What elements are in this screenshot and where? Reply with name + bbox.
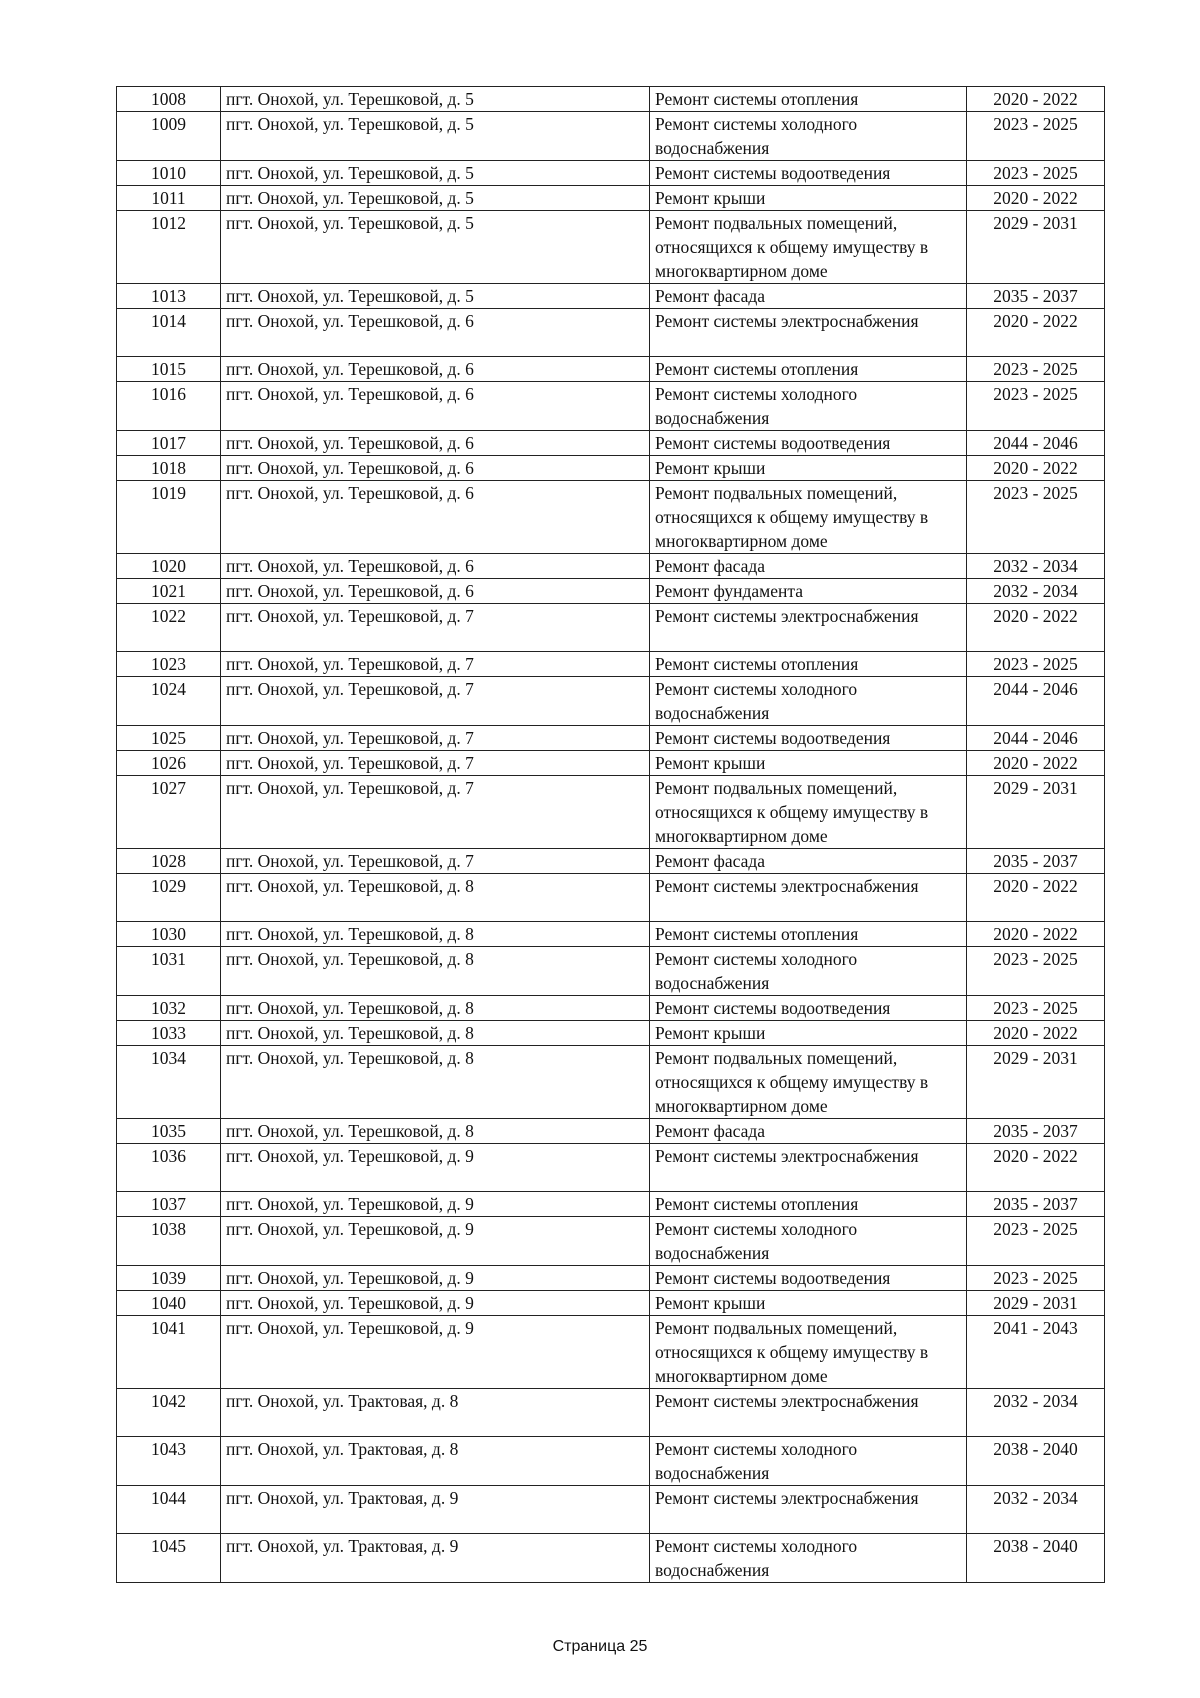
table-row: [117, 1389, 1105, 1437]
table-row: [117, 996, 1105, 1021]
table-row: [117, 1217, 1105, 1266]
work-type-cell: Ремонт подвальных помещений, относящихся к общему имуществу в многоквартирном доме: [650, 1046, 967, 1119]
work-type-cell: Ремонт системы водоотведения: [650, 431, 967, 456]
address-cell: пгт. Онохой, ул. Терешковой, д. 5: [221, 284, 650, 309]
table-row: [117, 309, 1105, 357]
period-cell: 2023 - 2025: [967, 652, 1105, 677]
period-cell: 2023 - 2025: [967, 1217, 1105, 1266]
table-row: [117, 431, 1105, 456]
table-row: [117, 382, 1105, 431]
row-number: 1017: [117, 431, 221, 456]
address-cell: пгт. Онохой, ул. Терешковой, д. 7: [221, 849, 650, 874]
row-number: 1015: [117, 357, 221, 382]
address-cell: пгт. Онохой, ул. Терешковой, д. 7: [221, 677, 650, 726]
row-number: 1031: [117, 947, 221, 996]
row-number: 1028: [117, 849, 221, 874]
table-row: [117, 751, 1105, 776]
table-row: [117, 554, 1105, 579]
work-type-cell: Ремонт подвальных помещений, относящихся к общему имуществу в многоквартирном доме: [650, 481, 967, 554]
work-type-cell: Ремонт системы холодного водоснабжения: [650, 1534, 967, 1583]
row-number: 1022: [117, 604, 221, 652]
work-type-cell: Ремонт системы электроснабжения: [650, 604, 967, 652]
table-row: [117, 922, 1105, 947]
table-row: [117, 947, 1105, 996]
work-type-cell: Ремонт системы отопления: [650, 922, 967, 947]
row-number: 1030: [117, 922, 221, 947]
row-number: 1010: [117, 161, 221, 186]
address-cell: пгт. Онохой, ул. Терешковой, д. 8: [221, 874, 650, 922]
row-number: 1023: [117, 652, 221, 677]
row-number: 1032: [117, 996, 221, 1021]
period-cell: 2029 - 2031: [967, 211, 1105, 284]
work-type-cell: Ремонт системы электроснабжения: [650, 1389, 967, 1437]
table-row: [117, 1486, 1105, 1534]
address-cell: пгт. Онохой, ул. Терешковой, д. 8: [221, 996, 650, 1021]
table-row: [117, 1144, 1105, 1192]
work-type-cell: Ремонт фундамента: [650, 579, 967, 604]
work-type-cell: Ремонт системы холодного водоснабжения: [650, 112, 967, 161]
work-type-cell: Ремонт системы отопления: [650, 357, 967, 382]
work-type-cell: Ремонт фасада: [650, 554, 967, 579]
period-cell: 2023 - 2025: [967, 1266, 1105, 1291]
period-cell: 2044 - 2046: [967, 726, 1105, 751]
table-row: [117, 161, 1105, 186]
work-type-cell: Ремонт крыши: [650, 1021, 967, 1046]
row-number: 1045: [117, 1534, 221, 1583]
address-cell: пгт. Онохой, ул. Трактовая, д. 8: [221, 1437, 650, 1486]
period-cell: 2044 - 2046: [967, 677, 1105, 726]
address-cell: пгт. Онохой, ул. Терешковой, д. 9: [221, 1192, 650, 1217]
row-number: 1027: [117, 776, 221, 849]
work-type-cell: Ремонт системы электроснабжения: [650, 874, 967, 922]
work-type-cell: Ремонт крыши: [650, 186, 967, 211]
table-row: [117, 1437, 1105, 1486]
work-type-cell: Ремонт системы водоотведения: [650, 161, 967, 186]
work-type-cell: Ремонт крыши: [650, 1291, 967, 1316]
address-cell: пгт. Онохой, ул. Терешковой, д. 6: [221, 309, 650, 357]
address-cell: пгт. Онохой, ул. Терешковой, д. 7: [221, 726, 650, 751]
table-row: [117, 874, 1105, 922]
table-row: [117, 1291, 1105, 1316]
address-cell: пгт. Онохой, ул. Терешковой, д. 5: [221, 186, 650, 211]
address-cell: пгт. Онохой, ул. Терешковой, д. 9: [221, 1217, 650, 1266]
address-cell: пгт. Онохой, ул. Терешковой, д. 9: [221, 1316, 650, 1389]
table-row: [117, 357, 1105, 382]
row-number: 1040: [117, 1291, 221, 1316]
address-cell: пгт. Онохой, ул. Терешковой, д. 7: [221, 604, 650, 652]
address-cell: пгт. Онохой, ул. Терешковой, д. 6: [221, 456, 650, 481]
work-type-cell: Ремонт системы отопления: [650, 1192, 967, 1217]
table-row: [117, 1316, 1105, 1389]
table-row: [117, 579, 1105, 604]
address-cell: пгт. Онохой, ул. Терешковой, д. 8: [221, 1046, 650, 1119]
period-cell: 2023 - 2025: [967, 112, 1105, 161]
row-number: 1041: [117, 1316, 221, 1389]
work-type-cell: Ремонт системы отопления: [650, 87, 967, 112]
table-row: [117, 211, 1105, 284]
work-type-cell: Ремонт подвальных помещений, относящихся к общему имуществу в многоквартирном доме: [650, 1316, 967, 1389]
address-cell: пгт. Онохой, ул. Терешковой, д. 8: [221, 922, 650, 947]
address-cell: пгт. Онохой, ул. Терешковой, д. 7: [221, 751, 650, 776]
row-number: 1038: [117, 1217, 221, 1266]
row-number: 1018: [117, 456, 221, 481]
row-number: 1039: [117, 1266, 221, 1291]
address-cell: пгт. Онохой, ул. Терешковой, д. 7: [221, 776, 650, 849]
table-row: [117, 284, 1105, 309]
work-type-cell: Ремонт подвальных помещений, относящихся к общему имуществу в многоквартирном доме: [650, 211, 967, 284]
row-number: 1009: [117, 112, 221, 161]
table-row: [117, 1046, 1105, 1119]
table-row: [117, 604, 1105, 652]
period-cell: 2023 - 2025: [967, 161, 1105, 186]
row-number: 1012: [117, 211, 221, 284]
period-cell: 2020 - 2022: [967, 87, 1105, 112]
table-row: [117, 726, 1105, 751]
repair-schedule-table: [116, 86, 1105, 1583]
work-type-cell: Ремонт системы водоотведения: [650, 726, 967, 751]
work-type-cell: Ремонт крыши: [650, 456, 967, 481]
address-cell: пгт. Онохой, ул. Терешковой, д. 9: [221, 1144, 650, 1192]
table-row: [117, 849, 1105, 874]
table-row: [117, 1266, 1105, 1291]
period-cell: 2032 - 2034: [967, 579, 1105, 604]
table-row: [117, 186, 1105, 211]
period-cell: 2035 - 2037: [967, 1119, 1105, 1144]
work-type-cell: Ремонт системы холодного водоснабжения: [650, 677, 967, 726]
work-type-cell: Ремонт системы холодного водоснабжения: [650, 1437, 967, 1486]
table-row: [117, 1119, 1105, 1144]
address-cell: пгт. Онохой, ул. Терешковой, д. 5: [221, 112, 650, 161]
address-cell: пгт. Онохой, ул. Терешковой, д. 8: [221, 1119, 650, 1144]
row-number: 1044: [117, 1486, 221, 1534]
work-type-cell: Ремонт подвальных помещений, относящихся к общему имуществу в многоквартирном доме: [650, 776, 967, 849]
address-cell: пгт. Онохой, ул. Терешковой, д. 5: [221, 161, 650, 186]
address-cell: пгт. Онохой, ул. Терешковой, д. 5: [221, 87, 650, 112]
work-type-cell: Ремонт системы электроснабжения: [650, 309, 967, 357]
period-cell: 2020 - 2022: [967, 186, 1105, 211]
table-row: [117, 1021, 1105, 1046]
period-cell: 2023 - 2025: [967, 947, 1105, 996]
work-type-cell: Ремонт фасада: [650, 284, 967, 309]
table-row: [117, 776, 1105, 849]
address-cell: пгт. Онохой, ул. Терешковой, д. 6: [221, 382, 650, 431]
period-cell: 2038 - 2040: [967, 1437, 1105, 1486]
work-type-cell: Ремонт системы холодного водоснабжения: [650, 1217, 967, 1266]
address-cell: пгт. Онохой, ул. Терешковой, д. 9: [221, 1266, 650, 1291]
row-number: 1037: [117, 1192, 221, 1217]
work-type-cell: Ремонт системы отопления: [650, 652, 967, 677]
row-number: 1013: [117, 284, 221, 309]
table-row: [117, 112, 1105, 161]
work-type-cell: Ремонт системы холодного водоснабжения: [650, 947, 967, 996]
period-cell: 2029 - 2031: [967, 1046, 1105, 1119]
period-cell: 2020 - 2022: [967, 456, 1105, 481]
row-number: 1025: [117, 726, 221, 751]
row-number: 1020: [117, 554, 221, 579]
page-number: Страница 25: [552, 1638, 648, 1655]
work-type-cell: Ремонт системы холодного водоснабжения: [650, 382, 967, 431]
table-row: [117, 1534, 1105, 1583]
period-cell: 2023 - 2025: [967, 996, 1105, 1021]
work-type-cell: Ремонт системы водоотведения: [650, 1266, 967, 1291]
table-row: [117, 456, 1105, 481]
period-cell: 2038 - 2040: [967, 1534, 1105, 1583]
period-cell: 2020 - 2022: [967, 604, 1105, 652]
period-cell: 2032 - 2034: [967, 554, 1105, 579]
period-cell: 2029 - 2031: [967, 776, 1105, 849]
row-number: 1036: [117, 1144, 221, 1192]
address-cell: пгт. Онохой, ул. Терешковой, д. 5: [221, 211, 650, 284]
row-number: 1016: [117, 382, 221, 431]
row-number: 1043: [117, 1437, 221, 1486]
work-type-cell: Ремонт фасада: [650, 1119, 967, 1144]
address-cell: пгт. Онохой, ул. Терешковой, д. 6: [221, 554, 650, 579]
row-number: 1008: [117, 87, 221, 112]
period-cell: 2029 - 2031: [967, 1291, 1105, 1316]
table-row: [117, 481, 1105, 554]
address-cell: пгт. Онохой, ул. Терешковой, д. 6: [221, 431, 650, 456]
row-number: 1011: [117, 186, 221, 211]
work-type-cell: Ремонт крыши: [650, 751, 967, 776]
address-cell: пгт. Онохой, ул. Терешковой, д. 9: [221, 1291, 650, 1316]
address-cell: пгт. Онохой, ул. Трактовая, д. 9: [221, 1534, 650, 1583]
address-cell: пгт. Онохой, ул. Терешковой, д. 6: [221, 579, 650, 604]
period-cell: 2044 - 2046: [967, 431, 1105, 456]
period-cell: 2023 - 2025: [967, 357, 1105, 382]
address-cell: пгт. Онохой, ул. Терешковой, д. 7: [221, 652, 650, 677]
row-number: 1033: [117, 1021, 221, 1046]
row-number: 1034: [117, 1046, 221, 1119]
period-cell: 2020 - 2022: [967, 751, 1105, 776]
table-body: [117, 87, 1105, 1583]
address-cell: пгт. Онохой, ул. Трактовая, д. 8: [221, 1389, 650, 1437]
work-type-cell: Ремонт системы электроснабжения: [650, 1486, 967, 1534]
row-number: 1026: [117, 751, 221, 776]
table-row: [117, 1192, 1105, 1217]
address-cell: пгт. Онохой, ул. Терешковой, д. 8: [221, 1021, 650, 1046]
period-cell: 2032 - 2034: [967, 1389, 1105, 1437]
address-cell: пгт. Онохой, ул. Трактовая, д. 9: [221, 1486, 650, 1534]
period-cell: 2032 - 2034: [967, 1486, 1105, 1534]
address-cell: пгт. Онохой, ул. Терешковой, д. 6: [221, 357, 650, 382]
period-cell: 2020 - 2022: [967, 309, 1105, 357]
table-row: [117, 677, 1105, 726]
period-cell: 2041 - 2043: [967, 1316, 1105, 1389]
row-number: 1042: [117, 1389, 221, 1437]
period-cell: 2035 - 2037: [967, 849, 1105, 874]
row-number: 1021: [117, 579, 221, 604]
address-cell: пгт. Онохой, ул. Терешковой, д. 8: [221, 947, 650, 996]
row-number: 1024: [117, 677, 221, 726]
row-number: 1029: [117, 874, 221, 922]
period-cell: 2035 - 2037: [967, 284, 1105, 309]
row-number: 1035: [117, 1119, 221, 1144]
work-type-cell: Ремонт системы водоотведения: [650, 996, 967, 1021]
work-type-cell: Ремонт системы электроснабжения: [650, 1144, 967, 1192]
period-cell: 2020 - 2022: [967, 922, 1105, 947]
table-row: [117, 652, 1105, 677]
table-row: [117, 87, 1105, 112]
period-cell: 2020 - 2022: [967, 874, 1105, 922]
address-cell: пгт. Онохой, ул. Терешковой, д. 6: [221, 481, 650, 554]
period-cell: 2020 - 2022: [967, 1021, 1105, 1046]
period-cell: 2035 - 2037: [967, 1192, 1105, 1217]
period-cell: 2020 - 2022: [967, 1144, 1105, 1192]
row-number: 1014: [117, 309, 221, 357]
period-cell: 2023 - 2025: [967, 382, 1105, 431]
work-type-cell: Ремонт фасада: [650, 849, 967, 874]
row-number: 1019: [117, 481, 221, 554]
period-cell: 2023 - 2025: [967, 481, 1105, 554]
